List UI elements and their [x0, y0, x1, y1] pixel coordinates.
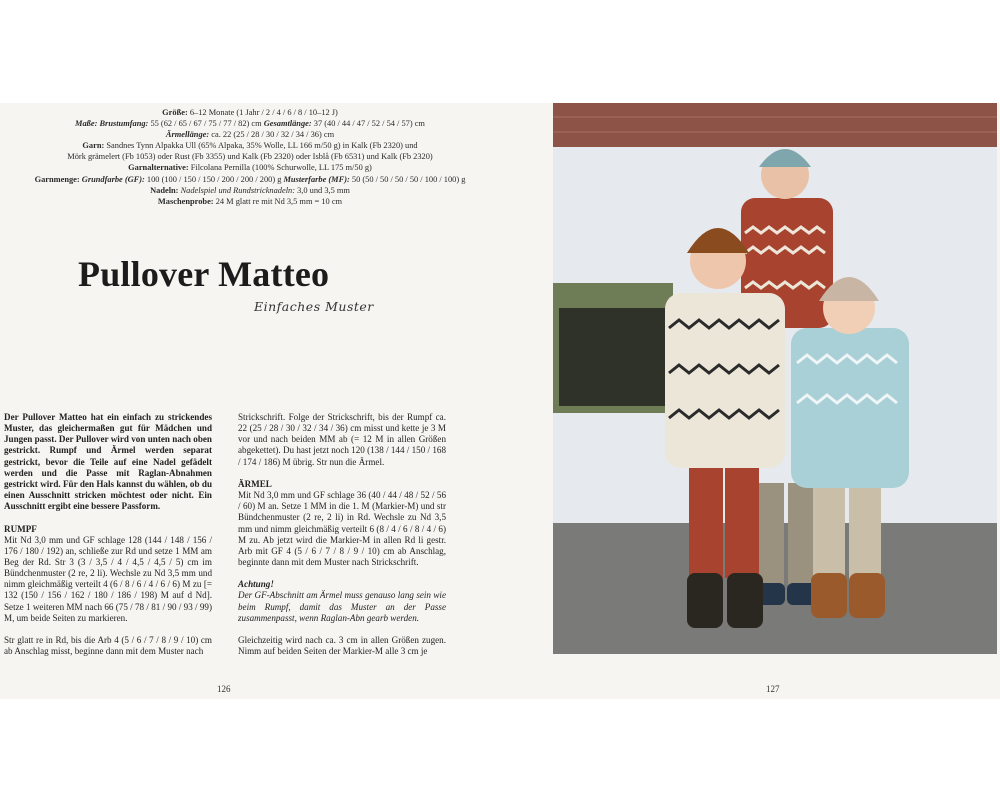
section-heading-aermel: ÄRMEL: [238, 478, 272, 489]
text-column-2: [238, 412, 446, 657]
size-value: 6–12 Monate (1 Jahr / 2 / 4 / 6 / 8 / 10–12 J): [187, 108, 338, 117]
paragraph: Mit Nd 3,0 mm und GF schlage 128 (144 / 148 / 156 / 176 / 180 / 192) an, schließe zur Rd und setze 1 MM am Beg der Rd. Str 3 (3 / 3,5 / 4 / 4,5 / 4,5 / 5) cm im Bündchenmuster (2 re, 2 li). Wechsle zu Nd 3,5 mm und nimm gleichmäßig verteilt 4 (6 / 8 / 6 / 4 / 6 / 6) M zu [= 132 (150 / 156 / 162 / 180 / 186 / 198) M auf d Nd]. Setze 1 weiteren MM nach 66 (75 / 78 / 81 / 90 / 93 / 99) M, um beide Seiten zu markieren.: [4, 534, 212, 623]
page-number-left: 126: [217, 684, 231, 694]
gauge-value: 24 M glatt re mit Nd 3,5 mm = 10 cm: [213, 196, 343, 206]
yarn-value: Sandnes Tynn Alpakka Ull (65% Alpaka, 35% Wolle, LL 166 m/50 g) in Kalk (Fb 2320) und: [104, 141, 418, 151]
needles-value: 3,0 und 3,5 mm: [295, 185, 350, 195]
intro-paragraph: Der Pullover Matteo hat ein einfach zu strickendes Muster, das gleichermaßen gut für Mädchen und Jungen passt. Der Pullover wird von unten nach oben gestrickt. Rumpf und Ärmel werden separat gestrickt, bevor die Teile auf eine Nadel gefädelt werden und die Passe mit Raglan-Abnahmen gestrickt wird. Für den Hals kannst du wählen, ob du einen Ausschnitt stricken möchtest oder nicht. Ein Ausschnitt ergibt eine bessere Passform.: [4, 412, 212, 512]
sleeve-length-label: Ärmellänge:: [165, 130, 210, 140]
size-label: Größe:: [162, 108, 188, 117]
note-text: Der GF-Abschnitt am Ärmel muss genauso lang sein wie beim Rumpf, damit das Muster an der Passe zusammenpasst, wenn Raglan-Abn gearb werden.: [238, 590, 446, 623]
length-value: 37 (40 / 44 / 47 / 52 / 54 / 57) cm: [311, 119, 425, 129]
sleeve-length-value: ca. 22 (25 / 28 / 30 / 32 / 34 / 36) cm: [209, 130, 335, 140]
paragraph: Str glatt re in Rd, bis die Arb 4 (5 / 6 / 7 / 8 / 9 / 10) cm ab Anschlag misst, beginne dann mit dem Muster nach: [4, 635, 212, 657]
measurements-label: Maße:: [75, 119, 98, 129]
yarn-value-continued: Mörk grämelert (Fb 1053) oder Rust (Fb 3355) und Kalk (Fb 2320) oder Isblå (Fb 6531) und Kalk (Fb 2320): [67, 152, 433, 162]
page-title: Pullover Matteo: [78, 254, 330, 294]
needles-label: Nadeln:: [150, 185, 179, 195]
yarn-alternative-label: Garnalternative:: [128, 163, 189, 173]
page-number-right: 127: [766, 684, 780, 694]
chest-label: Brustumfang:: [97, 119, 149, 129]
yarn-amount-label: Garnmenge:: [34, 174, 80, 184]
chest-value: 55 (62 / 65 / 67 / 75 / 77 / 82) cm: [148, 119, 264, 129]
children-photo: [553, 103, 997, 654]
page-subtitle: Einfaches Muster: [254, 299, 374, 314]
section-heading-rumpf: RUMPF: [4, 523, 37, 534]
yarn-label: Garn:: [82, 141, 105, 151]
note-heading: Achtung!: [238, 579, 274, 590]
main-color-label: Grundfarbe (GF):: [79, 174, 145, 184]
yarn-alternative-value: Filcolana Pernilla (100% Schurwolle, LL 175 m/50 g): [188, 163, 372, 173]
left-page: [0, 103, 500, 699]
children-illustration: [553, 103, 997, 654]
book-spread: [0, 103, 1000, 699]
pattern-color-label: Musterfarbe (MF):: [283, 174, 350, 184]
gauge-label: Maschenprobe:: [157, 196, 214, 206]
text-column-1: [4, 412, 212, 657]
main-color-value: 100 (100 / 150 / 150 / 200 / 200 / 200) g: [144, 174, 284, 184]
length-label: Gesamtlänge:: [263, 119, 312, 129]
paragraph: Mit Nd 3,0 mm und GF schlage 36 (40 / 44 / 48 / 52 / 56 / 60) M an. Setze 1 MM in die 1. M (Markier-M) und str Bündchenmuster (2 re, 2 li) in Rd. Wechsle zu Nd 3,5 mm und nimm gleichmäßig verteilt 6 (8 / 4 / 6 / 8 / 4 / 6) M zu. Ab jetzt wird die Markier-M in allen Rd li gestr. Arb mit GF 4 (5 / 6 / 7 / 8 / 9 / 10) cm ab Anschlag, beginnte dann mit dem Muster nach Strickschrift.: [238, 490, 446, 568]
paragraph: Gleichzeitig wird nach ca. 3 cm in allen Größen zugen. Nimm auf beiden Seiten der Markier-M alle 3 cm je: [238, 635, 446, 657]
needles-type: Nadelspiel und Rundstricknadeln:: [178, 185, 296, 195]
pattern-color-value: 50 (50 / 50 / 50 / 50 / 100 / 100) g: [349, 174, 466, 184]
paragraph: Strickschrift. Folge der Strickschrift, bis der Rumpf ca. 22 (25 / 28 / 30 / 32 / 34 / 36) cm misst und kette je 3 M vor und nach beiden MM ab (= 12 M in allen Größen abgekettet). Du hast jetzt noch 120 (138 / 144 / 150 / 168 / 174 / 186) M übrig. Str nun die Ärmel.: [238, 412, 446, 467]
specifications-block: [0, 107, 500, 207]
